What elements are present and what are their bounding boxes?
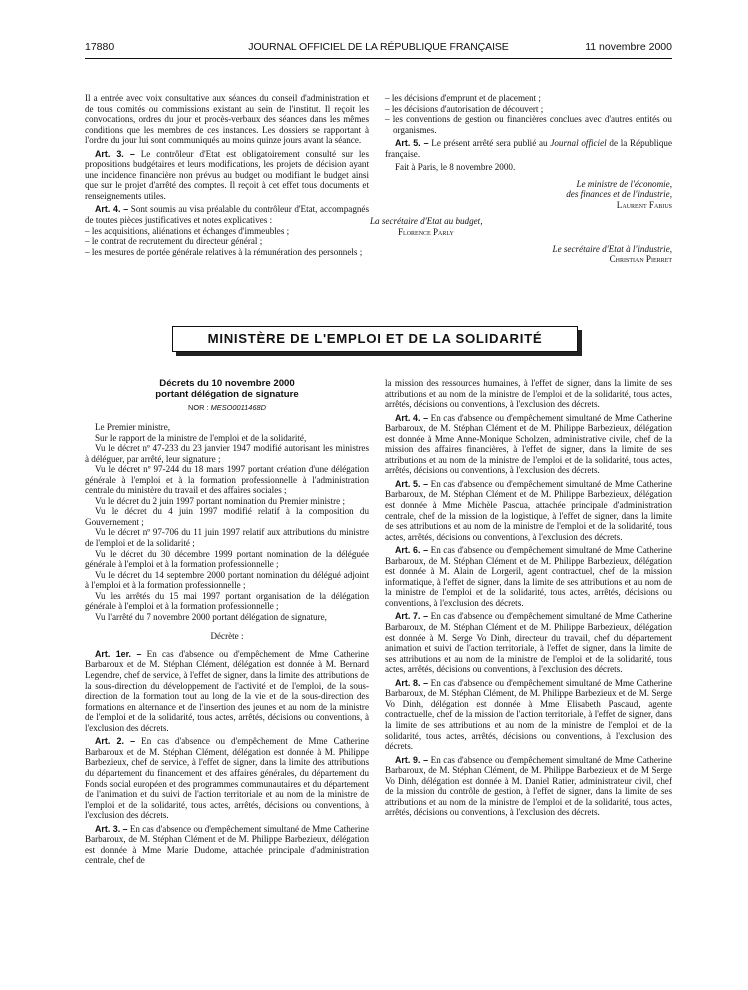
article-2 [85,736,369,820]
article-text: En cas d'absence ou d'empêchement de Mme Catherine Barbaroux et de M. Stéphan Clément, délégation est donnée à M. Bernard Legendre, chef de service, à l'effet de signer, dans la limite des attributions de la sous-direction du développement de l'activité et de l'emploi, de la sous-direction de la formation tout au long de la vie et de la sous-direction des formations en alternance et de l'insertion des jeunes et au nom de la ministre de l'emploi et de la solidarité, tous actes, arrêtés, décisions ou conventions, à l'exclusion des décrets. [85,648,369,733]
visa: Vu le décret du 30 décembre 1999 portant nomination de la déléguée générale à l'emploi et à la formation professionnelle ; [85,548,369,570]
signature-role: La secrétaire d'Etat au budget, [370,216,483,227]
journal-reference: Journal officiel [550,138,607,149]
paragraph: la mission des ressources humaines, à l'effet de signer, dans la limite de ses attributions et au nom de la ministre de l'emploi et de la solidarité, tous actes, arrêtés, décisions ou conventions, à l'exclusion des décrets. [385,378,672,410]
article-text: En cas d'absence ou d'empêchement simultané de Mme Catherine Barbaroux, de M. Stéphan Clément, de M. Philippe Barbezieux et de M. Serge Vo Dinh, délégation est donnée à Mme Elisabeth Pascaud, agente contractuelle, chef de la mission de l'action territoriale, à l'effet de signer, dans la limite de ses attributions et au nom de la ministre de l'emploi et de la solidarité, tous actes, arrêtés, décisions ou conventions, à l'exclusion des décrets. [385,677,672,752]
signature-role: Le secrétaire d'Etat à l'industrie, [552,243,672,254]
article-label: Art. 6. – [395,545,429,556]
article-text: En cas d'absence ou d'empêchement simultané de Mme Catherine Barbaroux, de M. Stéphan Clément et de M. Philippe Barbezieux, délégation est donnée à Mme Michèle Pascua, attachée principale d'administration centrale, chef de la mission de la logistique, à l'effet de signer, dans la limite de ses attributions et au nom de la ministre de l'emploi et de la solidarité, tous actes, arrêtés, décisions ou conventions, à l'exclusion des décrets. [385,478,672,542]
visa: Sur le rapport de la ministre de l'emploi et de la solidarité, [95,432,307,443]
article-label: Art. 2. – [95,736,136,747]
signature-role: Le ministre de l'économie, [576,178,672,189]
article-text: En cas d'absence ou d'empêchement simultané de Mme Catherine Barbaroux, de M. Stéphan Clément et de M. Philippe Barbezieux, délégation est donnée à Mme Anne-Monique Scholzen, administrative civile, chef de la mission des affaires financières, à l'effet de signer, dans la limite de ses attributions et au nom de la ministre de l'emploi et de la solidarité, tous actes, arrêtés, décisions ou conventions, à l'exclusion des décrets. [385,412,672,476]
article-3 [85,824,369,866]
article-text: En cas d'absence ou d'empêchement de Mme Catherine Barbaroux et de M. Stéphan Clément, délégation est donnée à M. Philippe Barbezieux, chef de service, à l'effet de signer, dans la limite des attributions du département du financement et des affaires générales, du département du Fonds social européen et des programmes communautaires et du département de l'animation et du suivi de l'action territoriale et au nom de la ministre de l'emploi et de la solidarité, tous actes, arrêtés, décisions ou conventions, à l'exclusion des décrets. [85,736,369,821]
signature-budget [362,216,530,237]
visa: Vu le décret nº 97-706 du 11 juin 1997 relatif aux attributions du ministre de l'emploi et de la solidarité ; [85,527,369,549]
article-text: En cas d'absence ou d'empêchement simultané de Mme Catherine Barbaroux, de M. Stéphan Clément, de M. Philippe Barbezieux et de M Serge Vo Dinh, délégation est donnée à M. Daniel Ratier, administrateur civil, chef de la mission du contrôle de gestion, à l'effet de signer, dans la limite de ses attributions et au nom de la ministre de l'emploi et de la solidarité, tous actes, arrêtés, décisions ou conventions, à l'exclusion des décrets. [385,754,672,818]
article-3 [85,149,369,202]
list-item: – les acquisitions, aliénations et échanges d'immeubles ; [85,226,369,237]
list-item: – les conventions de gestion ou financières conclues avec d'autres entités ou organismes. [385,114,672,135]
bottom-left-column [85,422,369,866]
article-1 [85,649,369,733]
signature-industry [385,244,672,265]
list-item: – les mesures de portée générale relatives à la rémunération des personnels ; [85,247,369,258]
article-label: Art. 5. – [395,138,429,149]
article-label: Art. 4. – [395,412,429,423]
visa: Vu le décret nº 97-244 du 18 mars 1997 portant création d'une délégation générale à l'emploi et à la formation professionnelle à l'administration centrale du ministère du travail et des affaires sociales ; [85,464,369,496]
article-label: Art. 3. – [95,823,128,834]
signature-name: Laurent Fabius [616,199,672,210]
signature-minister [385,179,672,211]
list-item: – les décisions d'emprunt et de placement ; [385,93,672,104]
article-5 [385,138,672,159]
article-label: Art. 8. – [395,677,429,688]
article-label: Art. 9. – [395,754,429,765]
list-item: – les décisions d'autorisation de découvert ; [385,104,672,115]
article-label: Art. 3. – [95,148,135,159]
decree-title-line: Décrets du 10 novembre 2000 [159,378,295,389]
signature-name: Christian Pierret [609,254,672,265]
article-4 [85,204,369,225]
done-at: Fait à Paris, le 8 novembre 2000. [395,162,516,173]
article-9 [385,755,672,818]
article-label: Art. 4. – [95,204,129,215]
article-text: Le contrôleur d'Etat est obligatoirement consulté sur les propositions budgétaires et leurs modifications, les projets de décision ayant une incidence financière non prévus au budget ou modifiant le budget ainsi que sur le projet d'arrêté des comptes. Il reçoit à cet effet tous documents et renseignements utiles. [85,148,369,201]
article-7 [385,611,672,674]
issue-date: 11 novembre 2000 [585,41,672,53]
nor-label: NOR : [188,403,211,412]
visa: Vu le décret du 4 juin 1997 modifié relatif à la composition du Gouvernement ; [85,506,369,527]
article-text: Sont soumis au visa préalable du contrôleur d'Etat, accompagnés de toutes pièces justificatives et notes explicatives : [85,204,369,226]
signature-name: Florence Parly [398,227,454,238]
list-continued [385,93,672,135]
visa: Vu les arrêtés du 15 mai 1997 portant organisation de la délégation générale à l'emploi et à la formation professionnelle ; [85,590,369,612]
visa: Vu le décret du 14 septembre 2000 portant nomination du délégué adjoint à l'emploi et à la formation professionnelle ; [85,569,369,591]
visa: Vu le décret du 2 juin 1997 portant nomination du Premier ministre ; [95,495,345,506]
visa: Vu le décret nº 47-233 du 23 janvier 1947 modifié autorisant les ministres à déléguer, par arrêté, leur signature ; [85,443,369,464]
article-4 [385,413,672,476]
paragraph: Il a entrée avec voix consultative aux séances du conseil d'administration et de tous comités ou commissions existant au sein de l'institut. Il reçoit les convocations, ordres du jour et procès-verbaux des séances dans les mêmes conditions que les membres de ces instances. Les dossiers se rapportant à l'ordre du jour lui sont communiqués au moins quinze jours avant la séance. [85,93,369,146]
article-text: de la République française. [385,138,672,159]
bottom-right-column [385,378,672,818]
page-header [85,42,672,56]
top-right-column [370,93,672,265]
signature-role: des finances et de l'industrie, [566,189,672,200]
article-text: En cas d'absence ou d'empêchement simultané de Mme Catherine Barbaroux, de M. Stéphan Clément et de M. Philippe Barbezieux, délégation est donnée à M. Alain de Lorgeril, agent contractuel, chef de la mission informatique, à l'effet de signer, dans la limite de ses attributions et au nom de la ministre de l'emploi et de la solidarité, tous actes, arrêtés, décisions ou conventions, à l'exclusion des décrets. [385,545,672,608]
header-rule [85,58,672,59]
visa: Le Premier ministre, [95,422,171,432]
decree-title [85,378,369,400]
article-label: Art. 1er. – [95,648,142,659]
article-text: Le présent arrêté sera publié au [428,138,551,149]
article-4-list [85,226,369,258]
ministry-banner: MINISTÈRE DE L'EMPLOI ET DE LA SOLIDARITÉ [172,326,578,352]
page-number: 17880 [85,41,115,53]
visa: Vu l'arrêté du 7 novembre 2000 portant délégation de signature, [95,611,327,622]
list-item: – le contrat de recrutement du directeur général ; [85,236,369,247]
article-text: En cas d'absence ou d'empêchement simultané de Mme Catherine Barbaroux, de M. Stéphan Clément et de M. Philippe Barbezieux, délégation est donnée à M. Serge Vo Dinh, directeur du travail, chef du département animation et suivi de l'action territoriale, à l'effet de signer, dans la limite de ses attributions et au nom de la ministre de l'emploi et de la solidarité, tous actes, arrêtés, décisions ou conventions, à l'exclusion des décrets. [385,611,672,675]
article-label: Art. 7. – [395,611,429,622]
decree-title-line: portant délégation de signature [155,389,299,400]
article-8 [385,678,672,752]
article-label: Art. 5. – [395,478,429,489]
article-text: En cas d'absence ou d'empêchement simultané de Mme Catherine Barbaroux, de M. Stéphan Clément et de M. Philippe Barbezieux, délégation est donnée à Mme Marie Dudome, attachée principale d'administration centrale, chef de [85,823,369,866]
article-6 [385,545,672,608]
nor-reference [85,403,369,414]
top-left-column [85,93,369,257]
journal-title: JOURNAL OFFICIEL DE LA RÉPUBLIQUE FRANÇAISE [248,41,509,53]
nor-code: MESO0011468D [210,403,266,412]
decrete: Décrète : [210,631,244,642]
article-5 [385,479,672,542]
